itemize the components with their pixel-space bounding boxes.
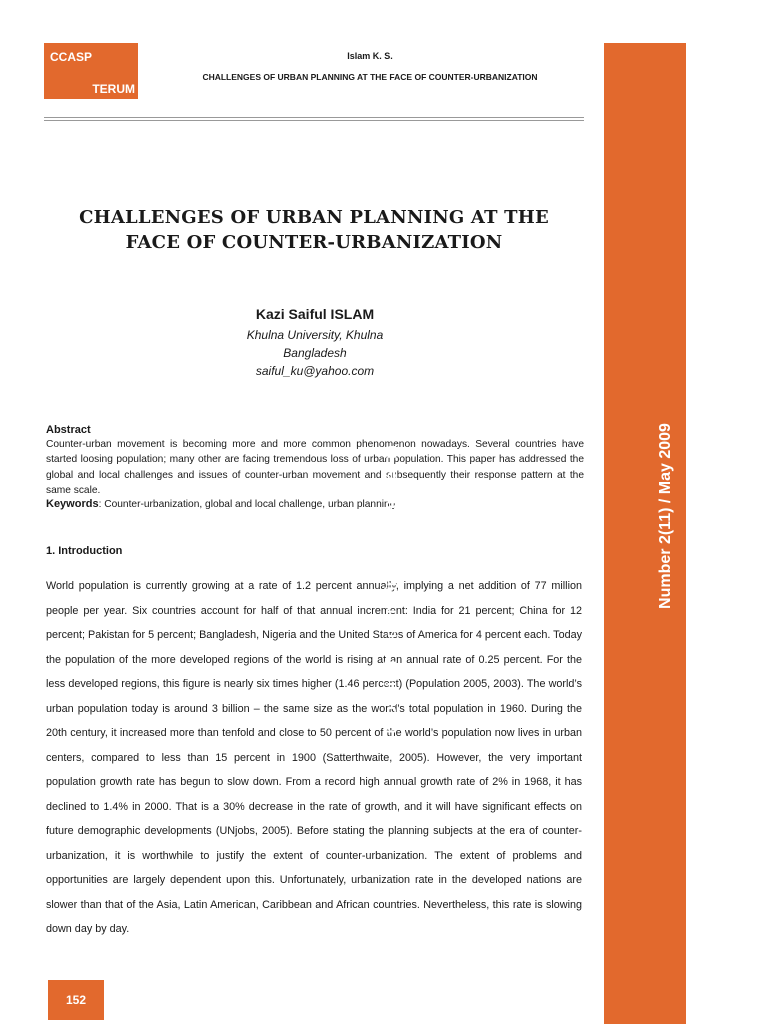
page-number: 152 <box>48 980 104 1020</box>
logo-bottom-text: TERUM <box>92 82 135 96</box>
author-country: Bangladesh <box>283 346 347 360</box>
author-email: saiful_ku@yahoo.com <box>255 364 375 378</box>
article-title-line-1: CHALLENGES OF URBAN PLANNING AT THE <box>79 207 549 228</box>
running-author: Islam K. S. <box>347 51 393 61</box>
keywords-text: : Counter-urbanization, global and local challenge, urban planning <box>98 499 396 510</box>
author-name: Kazi Saiful ISLAM <box>255 306 375 322</box>
journal-issue-vertical: Number 2(11) / May 2009 <box>657 423 674 609</box>
article-title-line-2: FACE OF COUNTER-URBANIZATION <box>125 232 503 253</box>
keywords <box>46 498 584 510</box>
journal-logo <box>44 43 138 99</box>
introduction-body: World population is currently growing at a rate of 1.2 percent annually, implying a net addition of 77 million people per year. Six countries account for half of that annual increment: India for 21 percent; China for 12 percent; Pakistan for 5 percent; Bangladesh, Nigeria and the United States of America for 4 percent each. Today the population of the more developed regions of the world is rising at an annual rate of 0.25 percent. For the less developed regions, this figure is nearly six times higher (1.46 percent) (Population 2005, 2003). The world’s urban population today is around 3 billion – the same size as the world’s total population in 1960. During the 20th century, it increased more than tenfold and close to 50 percent of the world’s population now lives in urban centers, compared to less than 15 percent in 1900 (Satterthwaite, 2005). However, the very important population growth rate has begun to slow down. From a record high annual growth rate of 2% in 1968, it has declined to 1.4% in 2000. That is a 30% decrease in the rate of growth, and it will have significant effects on future demographic developments (UNjobs, 2005). Before stating the planning subjects at the era of counter-urbanization, it is worthwhile to justify the extent of counter-urbanization. The extent of problems and opportunities are largely dependent upon this. Unfortunately, urbanization rate in the developed nations are slower than that of the Asia, Latin American, Caribbean and African countries. Nevertheless, this rate is slowing down day by day. <box>46 580 582 935</box>
article-title <box>40 205 588 255</box>
header-divider-secondary <box>44 120 584 121</box>
logo-top-text: CCASP <box>50 50 93 64</box>
running-title: CHALLENGES OF URBAN PLANNING AT THE FACE OF COUNTER-URBANIZATION <box>202 72 538 82</box>
section-heading: 1. Introduction <box>46 545 123 557</box>
abstract-heading: Abstract <box>46 424 91 436</box>
header-divider <box>44 117 584 118</box>
abstract-body: Counter-urban movement is becoming more and more common phenomenon nowadays. Several countries have started loosing population; many other are facing tremendous loss of urban population. This paper has addressed the global and local challenges and issues of counter-urban movement and subsequently their response pattern at the same scale. <box>46 439 584 497</box>
journal-title-vertical: Theoretical and Empirical Researches in Urban Management <box>383 296 400 744</box>
author-affiliation: Khulna University, Khulna <box>246 328 384 342</box>
keywords-label: Keywords <box>46 498 99 510</box>
